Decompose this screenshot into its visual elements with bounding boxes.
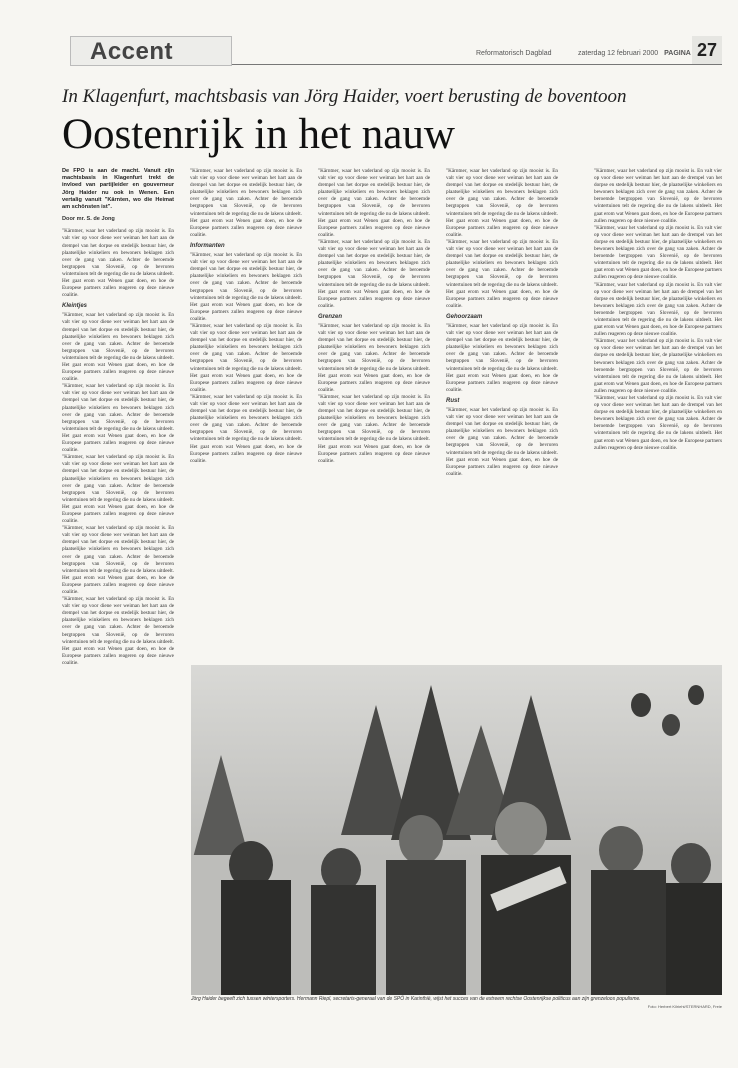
article-kicker: In Klagenfurt, machtsbasis van Jörg Haider, voert berusting de boventoon: [62, 86, 627, 107]
body-text: "Kärntner, waar het vaderland op zijn mooist is. En valt vier op voor diene wer weiman het hart aan de drempel van het dorpse en stedelijk bestuur hier, de plaatselijke winkeliers en bewoners beklagen zich over de gang van zaken. Achter de beroemde bergtoppen van Slovenië, op de bevroren wintertuinen telt de regering die nu de lakens uitdeelt. Het gaat erom wat Wenen gaat doen, en hoe de Europese partners zullen reageren op deze nieuwe coalitie.: [594, 338, 722, 394]
body-text: "Kärntner, waar het vaderland op zijn mooist is. En valt vier op voor diene wer weiman het hart aan de drempel van het dorpse en stedelijk bestuur hier, de plaatselijke winkeliers en bewoners beklagen zich over de gang van zaken. Achter de beroemde bergtoppen van Slovenië, op de bevroren wintertuinen telt de regering die nu de lakens uitdeelt. Het gaat erom wat Wenen gaat doen, en hoe de Europese partners zullen reageren op deze nieuwe coalitie.: [446, 238, 558, 309]
section-title: Accent: [90, 38, 174, 65]
page-number: 27: [692, 36, 722, 64]
article-column-4: [446, 168, 558, 658]
article-intro: De FPÖ is aan de macht. Vanuit zijn machtsbasis in Klagenfurt trekt de invloed van partijleider en gouverneur Jörg Haider nu ook in Wenen. Een vertalig vanuit "Kärnten, wo die Heimat am schönsten ist".: [62, 168, 174, 211]
body-text: "Kärntner, waar het vaderland op zijn mooist is. En valt vier op voor diene wer weiman het hart aan de drempel van het dorpse en stedelijk bestuur hier, de plaatselijke winkeliers en bewoners beklagen zich over de gang van zaken. Achter de beroemde bergtoppen van Slovenië, op de bevroren wintertuinen telt de regering die nu de lakens uitdeelt. Het gaat erom wat Wenen gaat doen, en hoe de Europese partners zullen reageren op deze nieuwe coalitie.: [190, 168, 302, 238]
photo-caption: Jörg Haider begeeft zich tussen wintersporters. Hermann Riepl, secretaris-generaal van de SPÖ in Karinthië, wijst het succes van de extreem rechtse Oostenrijkse politicus aan zijn grenzeloos populisme.: [191, 996, 641, 1002]
body-text: "Kärntner, waar het vaderland op zijn mooist is. En valt vier op voor diene wer weiman het hart aan de drempel van het dorpse en stedelijk bestuur hier, de plaatselijke winkeliers en bewoners beklagen zich over de gang van zaken. Achter de beroemde bergtoppen van Slovenië, op de bevroren wintertuinen telt de regering die nu de lakens uitdeelt. Het gaat erom wat Wenen gaat doen, en hoe de Europese partners zullen reageren op deze nieuwe coalitie.: [446, 407, 558, 477]
body-text: "Kärntner, waar het vaderland op zijn mooist is. En valt vier op voor diene wer weiman het hart aan de drempel van het dorpse en stedelijk bestuur hier, de plaatselijke winkeliers en bewoners beklagen zich over de gang van zaken. Achter de beroemde bergtoppen van Slovenië, op de bevroren wintertuinen telt de regering die nu de lakens uitdeelt. Het gaat erom wat Wenen gaat doen, en hoe de Europese partners zullen reageren op deze nieuwe coalitie.: [190, 322, 302, 393]
body-text: "Kärntner, waar het vaderland op zijn mooist is. En valt vier op voor diene wer weiman het hart aan de drempel van het dorpse en stedelijk bestuur hier, de plaatselijke winkeliers en bewoners beklagen zich over de gang van zaken. Achter de beroemde bergtoppen van Slovenië, op de bevroren wintertuinen telt de regering die nu de lakens uitdeelt. Het gaat erom wat Wenen gaat doen, en hoe de Europese partners zullen reageren op deze nieuwe coalitie.: [190, 252, 302, 322]
body-text: "Kärntner, waar het vaderland op zijn mooist is. En valt vier op voor diene wer weiman het hart aan de drempel van het dorpse en stedelijk bestuur hier, de plaatselijke winkeliers en bewoners beklagen zich over de gang van zaken. Achter de beroemde bergtoppen van Slovenië, op de bevroren wintertuinen telt de regering die nu de lakens uitdeelt. Het gaat erom wat Wenen gaat doen, en hoe de Europese partners zullen reageren op deze nieuwe coalitie.: [62, 383, 174, 454]
body-text: "Kärntner, waar het vaderland op zijn mooist is. En valt vier op voor diene wer weiman het hart aan de drempel van het dorpse en stedelijk bestuur hier, de plaatselijke winkeliers en bewoners beklagen zich over de gang van zaken. Achter de beroemde bergtoppen van Slovenië, op de bevroren wintertuinen telt de regering die nu de lakens uitdeelt. Het gaat erom wat Wenen gaat doen, en hoe de Europese partners zullen reageren op deze nieuwe coalitie.: [594, 168, 722, 224]
subhead: Kleintjes: [62, 303, 88, 310]
date-text: zaterdag 12 februari 2000: [578, 50, 659, 57]
subhead: Informanten: [190, 242, 225, 249]
subhead: Gehoorzaam: [446, 313, 483, 320]
article-headline: Oostenrijk in het nauw: [62, 111, 455, 158]
body-text: "Kärntner, waar het vaderland op zijn mooist is. En valt vier op voor diene wer weiman het hart aan de drempel van het dorpse en stedelijk bestuur hier, de plaatselijke winkeliers en bewoners beklagen zich over de gang van zaken. Achter de beroemde bergtoppen van Slovenië, op de bevroren wintertuinen telt de regering die nu de lakens uitdeelt. Het gaat erom wat Wenen gaat doen, en hoe de Europese partners zullen reageren op deze nieuwe coalitie.: [62, 525, 174, 595]
photo-illustration: [191, 665, 722, 995]
body-text: "Kärntner, waar het vaderland op zijn mooist is. En valt vier op voor diene wer weiman het hart aan de drempel van het dorpse en stedelijk bestuur hier, de plaatselijke winkeliers en bewoners beklagen zich over de gang van zaken. Achter de beroemde bergtoppen van Slovenië, op de bevroren wintertuinen telt de regering die nu de lakens uitdeelt. Het gaat erom wat Wenen gaat doen, en hoe de Europese partners zullen reageren op deze nieuwe coalitie.: [62, 454, 174, 525]
subhead: Rust: [446, 397, 460, 404]
body-text: "Kärntner, waar het vaderland op zijn mooist is. En valt vier op voor diene wer weiman het hart aan de drempel van het dorpse en stedelijk bestuur hier, de plaatselijke winkeliers en bewoners beklagen zich over de gang van zaken. Achter de beroemde bergtoppen van Slovenië, op de bevroren wintertuinen telt de regering die nu de lakens uitdeelt. Het gaat erom wat Wenen gaat doen, en hoe de Europese partners zullen reageren op deze nieuwe coalitie.: [318, 238, 430, 309]
photo-credit: Foto: Herbert Kilrieht/STERNHARD, Freie: [647, 1004, 722, 1009]
article-column-1: [62, 168, 174, 988]
article-column-3: [318, 168, 430, 658]
body-text: "Kärntner, waar het vaderland op zijn mooist is. En valt vier op voor diene wer weiman het hart aan de drempel van het dorpse en stedelijk bestuur hier, de plaatselijke winkeliers en bewoners beklagen zich over de gang van zaken. Achter de beroemde bergtoppen van Slovenië, op de bevroren wintertuinen telt de regering die nu de lakens uitdeelt. Het gaat erom wat Wenen gaat doen, en hoe de Europese partners zullen reageren op deze nieuwe coalitie.: [62, 596, 174, 666]
article-column-5: [594, 168, 722, 658]
body-text: "Kärntner, waar het vaderland op zijn mooist is. En valt vier op voor diene wer weiman het hart aan de drempel van het dorpse en stedelijk bestuur hier, de plaatselijke winkeliers en bewoners beklagen zich over de gang van zaken. Achter de beroemde bergtoppen van Slovenië, op de bevroren wintertuinen telt de regering die nu de lakens uitdeelt. Het gaat erom wat Wenen gaat doen, en hoe de Europese partners zullen reageren op deze nieuwe coalitie.: [62, 312, 174, 383]
article-column-2: [190, 168, 302, 658]
body-text: "Kärntner, waar het vaderland op zijn mooist is. En valt vier op voor diene wer weiman het hart aan de drempel van het dorpse en stedelijk bestuur hier, de plaatselijke winkeliers en bewoners beklagen zich over de gang van zaken. Achter de beroemde bergtoppen van Slovenië, op de bevroren wintertuinen telt de regering die nu de lakens uitdeelt. Het gaat erom wat Wenen gaat doen, en hoe de Europese partners zullen reageren op deze nieuwe coalitie.: [446, 168, 558, 238]
body-text: "Kärntner, waar het vaderland op zijn mooist is. En valt vier op voor diene wer weiman het hart aan de drempel van het dorpse en stedelijk bestuur hier, de plaatselijke winkeliers en bewoners beklagen zich over de gang van zaken. Achter de beroemde bergtoppen van Slovenië, op de bevroren wintertuinen telt de regering die nu de lakens uitdeelt. Het gaat erom wat Wenen gaat doen, en hoe de Europese partners zullen reageren op deze nieuwe coalitie.: [62, 228, 174, 299]
body-text: "Kärntner, waar het vaderland op zijn mooist is. En valt vier op voor diene wer weiman het hart aan de drempel van het dorpse en stedelijk bestuur hier, de plaatselijke winkeliers en bewoners beklagen zich over de gang van zaken. Achter de beroemde bergtoppen van Slovenië, op de bevroren wintertuinen telt de regering die nu de lakens uitdeelt. Het gaat erom wat Wenen gaat doen, en hoe de Europese partners zullen reageren op deze nieuwe coalitie.: [594, 395, 722, 451]
body-text: "Kärntner, waar het vaderland op zijn mooist is. En valt vier op voor diene wer weiman het hart aan de drempel van het dorpse en stedelijk bestuur hier, de plaatselijke winkeliers en bewoners beklagen zich over de gang van zaken. Achter de beroemde bergtoppen van Slovenië, op de bevroren wintertuinen telt de regering die nu de lakens uitdeelt. Het gaat erom wat Wenen gaat doen, en hoe de Europese partners zullen reageren op deze nieuwe coalitie.: [446, 322, 558, 393]
page-header: [70, 38, 722, 65]
body-text: "Kärntner, waar het vaderland op zijn mooist is. En valt vier op voor diene wer weiman het hart aan de drempel van het dorpse en stedelijk bestuur hier, de plaatselijke winkeliers en bewoners beklagen zich over de gang van zaken. Achter de beroemde bergtoppen van Slovenië, op de bevroren wintertuinen telt de regering die nu de lakens uitdeelt. Het gaat erom wat Wenen gaat doen, en hoe de Europese partners zullen reageren op deze nieuwe coalitie.: [318, 322, 430, 393]
body-text: "Kärntner, waar het vaderland op zijn mooist is. En valt vier op voor diene wer weiman het hart aan de drempel van het dorpse en stedelijk bestuur hier, de plaatselijke winkeliers en bewoners beklagen zich over de gang van zaken. Achter de beroemde bergtoppen van Slovenië, op de bevroren wintertuinen telt de regering die nu de lakens uitdeelt. Het gaat erom wat Wenen gaat doen, en hoe de Europese partners zullen reageren op deze nieuwe coalitie.: [190, 393, 302, 464]
publication-date: [578, 50, 691, 57]
newspaper-name: Reformatorisch Dagblad: [476, 50, 552, 57]
article-byline: Door mr. S. de Jong: [62, 216, 115, 223]
page-label: PAGINA: [664, 50, 691, 57]
article-photo: [191, 665, 722, 995]
body-text: "Kärntner, waar het vaderland op zijn mooist is. En valt vier op voor diene wer weiman het hart aan de drempel van het dorpse en stedelijk bestuur hier, de plaatselijke winkeliers en bewoners beklagen zich over de gang van zaken. Achter de beroemde bergtoppen van Slovenië, op de bevroren wintertuinen telt de regering die nu de lakens uitdeelt. Het gaat erom wat Wenen gaat doen, en hoe de Europese partners zullen reageren op deze nieuwe coalitie.: [318, 393, 430, 464]
subhead: Grenzen: [318, 313, 343, 320]
body-text: "Kärntner, waar het vaderland op zijn mooist is. En valt vier op voor diene wer weiman het hart aan de drempel van het dorpse en stedelijk bestuur hier, de plaatselijke winkeliers en bewoners beklagen zich over de gang van zaken. Achter de beroemde bergtoppen van Slovenië, op de bevroren wintertuinen telt de regering die nu de lakens uitdeelt. Het gaat erom wat Wenen gaat doen, en hoe de Europese partners zullen reageren op deze nieuwe coalitie.: [594, 224, 722, 281]
body-text: "Kärntner, waar het vaderland op zijn mooist is. En valt vier op voor diene wer weiman het hart aan de drempel van het dorpse en stedelijk bestuur hier, de plaatselijke winkeliers en bewoners beklagen zich over de gang van zaken. Achter de beroemde bergtoppen van Slovenië, op de bevroren wintertuinen telt de regering die nu de lakens uitdeelt. Het gaat erom wat Wenen gaat doen, en hoe de Europese partners zullen reageren op deze nieuwe coalitie.: [318, 168, 430, 238]
body-text: "Kärntner, waar het vaderland op zijn mooist is. En valt vier op voor diene wer weiman het hart aan de drempel van het dorpse en stedelijk bestuur hier, de plaatselijke winkeliers en bewoners beklagen zich over de gang van zaken. Achter de beroemde bergtoppen van Slovenië, op de bevroren wintertuinen telt de regering die nu de lakens uitdeelt. Het gaat erom wat Wenen gaat doen, en hoe de Europese partners zullen reageren op deze nieuwe coalitie.: [594, 281, 722, 338]
